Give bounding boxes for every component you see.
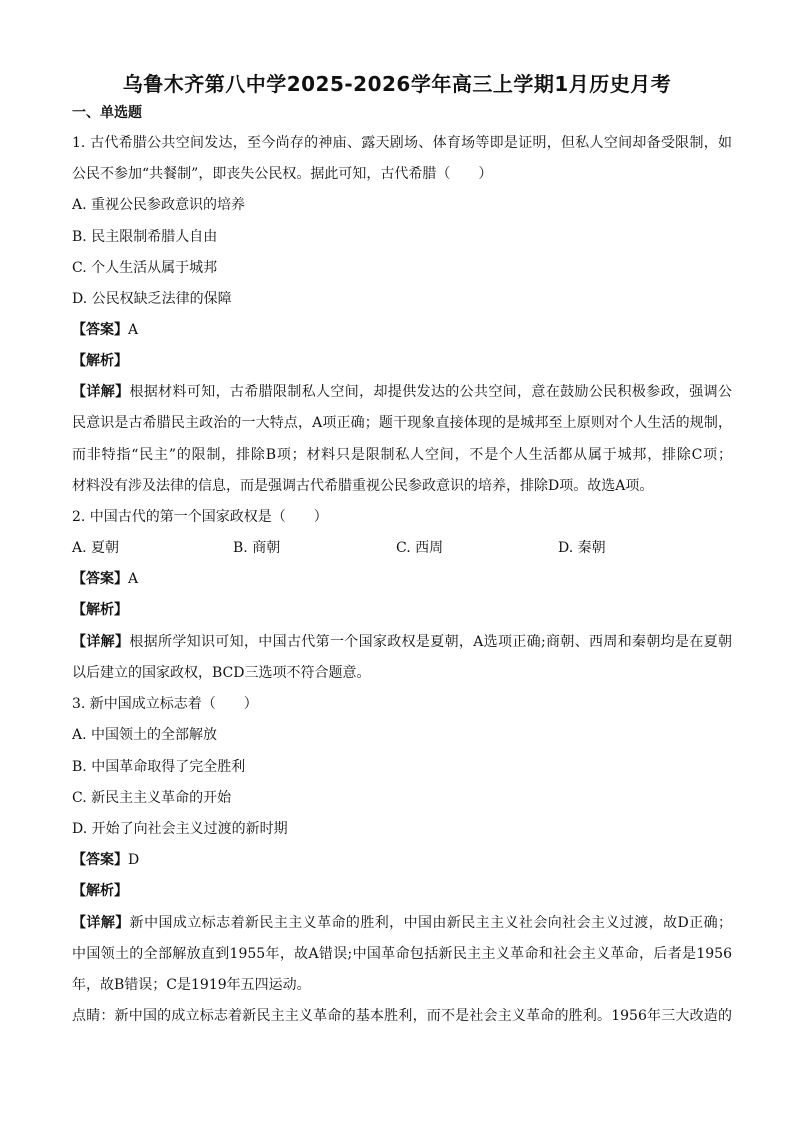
q1-detail-line2: 民意识是古希腊民主政治的一大特点，A项正确；题干现象直接体现的是城邦至上原则对个人生活的规制，: [72, 415, 732, 431]
q2-detail-line1: [72, 632, 732, 652]
answer-label: 【答案】: [72, 852, 128, 868]
q2-detail-line2: 以后建立的国家政权，BCD三选项不符合题意。: [72, 665, 371, 681]
q1-detail-text1: 根据材料可知，古希腊限制私人空间，却提供发达的公共空间，意在鼓励公民积极参政，强调公: [129, 384, 732, 400]
q3-detail-text1: 新中国成立标志着新民主主义革命的胜利，中国由新民主主义社会向社会主义过渡，故D正确；: [129, 915, 732, 931]
q2-option-c: C. 西周: [396, 540, 444, 556]
remark-label: 点睛：: [72, 1008, 115, 1024]
detail-label: 【详解】: [72, 915, 130, 931]
answer-label: 【答案】: [72, 322, 128, 338]
q3-option-d: D. 开始了向社会主义过渡的新时期: [72, 821, 288, 837]
detail-label: 【详解】: [72, 634, 130, 650]
q2-analysis-label: 【解析】: [72, 602, 128, 618]
q1-detail-line3: 而非特指“民主”的限制，排除B项；材料只是限制私人空间，不是个人生活都从属于城邦，排除C项；: [72, 447, 732, 463]
answer-label: 【答案】: [72, 571, 128, 587]
page-title: 乌鲁木齐第八中学2025-2026学年高三上学期1月历史月考: [122, 72, 672, 96]
q3-remark-text1: 新中国的成立标志着新民主主义革命的基本胜利，而不是社会主义革命的胜利。1956年三大改造的: [114, 1008, 732, 1024]
q3-detail-line3: 年，故B错误；C是1919年五四运动。: [72, 977, 311, 993]
q1-option-b: B. 民主限制希腊人自由: [72, 229, 218, 245]
q1-option-d: D. 公民权缺乏法律的保障: [72, 291, 232, 307]
q3-detail-line2: 中国领土的全部解放直到1955年，故A错误;中国革命包括新民主主义革命和社会主义革命，后者是1956: [72, 946, 732, 962]
q2-detail-text1: 根据所学知识可知，中国古代第一个国家政权是夏朝，A选项正确;商朝、西周和秦朝均是在夏朝: [129, 634, 732, 650]
q1-option-c: C. 个人生活从属于城邦: [72, 260, 218, 276]
q2-stem: 2. 中国古代的第一个国家政权是（ ）: [72, 509, 328, 525]
q2-answer: [72, 569, 732, 589]
q2-options-row: [72, 538, 732, 558]
q3-detail-line1: [72, 913, 732, 933]
q1-detail-line4: 材料没有涉及法律的信息，而是强调古代希腊重视公民参政意识的培养，排除D项。故选A项。: [72, 478, 654, 494]
q1-analysis-label: 【解析】: [72, 353, 128, 369]
q2-option-b: B. 商朝: [233, 540, 281, 556]
q1-answer: [72, 320, 732, 340]
q1-stem-line2: 公民不参加“共餐制”，即丧失公民权。据此可知，古代希腊（ ）: [72, 166, 493, 182]
q1-detail-line1: [72, 382, 732, 402]
q3-option-b: B. 中国革命取得了完全胜利: [72, 759, 246, 775]
q3-remark-line1: [72, 1006, 732, 1026]
q2-answer-value: A: [128, 571, 139, 587]
q2-option-d: D. 秦朝: [558, 540, 606, 556]
q3-option-a: A. 中国领土的全部解放: [72, 727, 218, 743]
q1-option-a: A. 重视公民参政意识的培养: [72, 197, 246, 213]
section-heading: 一、单选题: [72, 105, 142, 121]
q3-analysis-label: 【解析】: [72, 883, 128, 899]
q3-answer-value: D: [128, 852, 140, 868]
q3-option-c: C. 新民主主义革命的开始: [72, 790, 232, 806]
q3-stem: 3. 新中国成立标志着（ ）: [72, 696, 258, 712]
q3-answer: [72, 850, 732, 870]
q1-answer-value: A: [128, 322, 139, 338]
q1-stem-line1: 1. 古代希腊公共空间发达，至今尚存的神庙、露天剧场、体育场等即是证明，但私人空间却备受限制，如: [72, 135, 732, 151]
detail-label: 【详解】: [72, 384, 130, 400]
q2-option-a: A. 夏朝: [72, 540, 120, 556]
